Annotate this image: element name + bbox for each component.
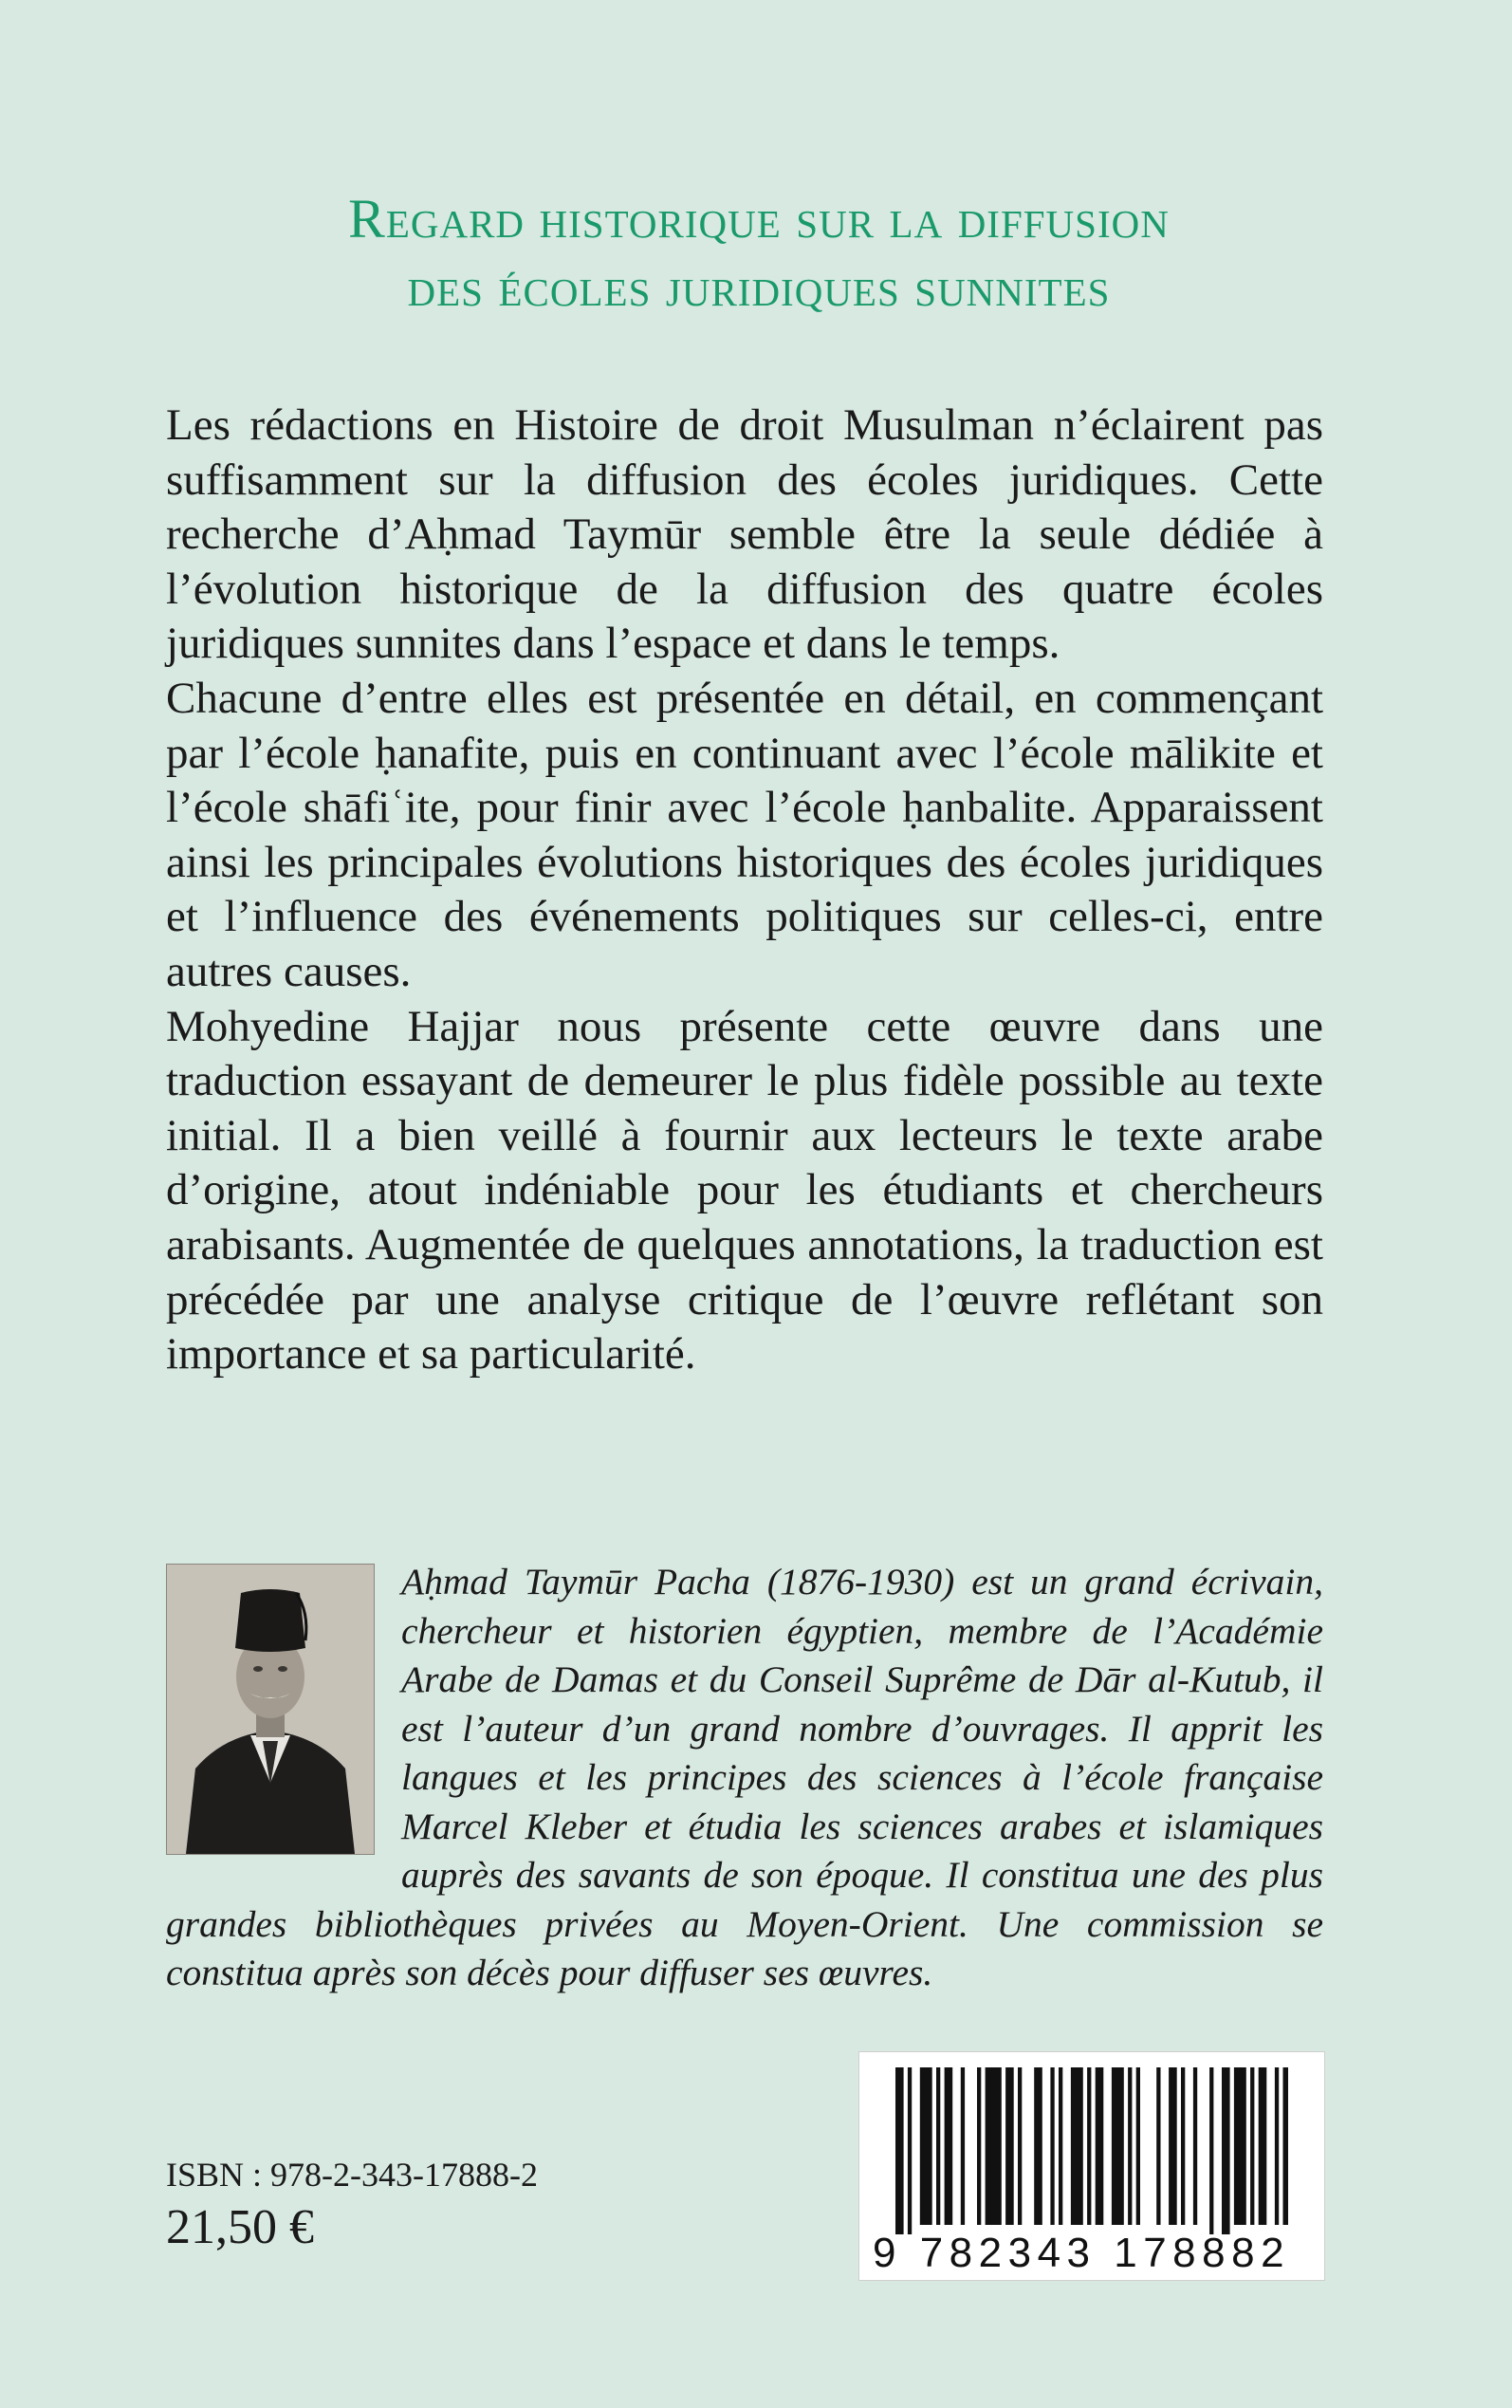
barcode-digits: 9 782343 178882 bbox=[873, 2230, 1291, 2276]
barcode-bar bbox=[977, 2067, 981, 2225]
author-biography bbox=[166, 1558, 1323, 1998]
barcode-bar bbox=[1112, 2067, 1124, 2225]
barcode-bar bbox=[1071, 2067, 1083, 2225]
barcode-bar bbox=[1222, 2067, 1230, 2234]
barcode-bar bbox=[1096, 2067, 1104, 2225]
summary-paragraph-3: Mohyedine Hajjar nous présente cette œuvre dans une traduction essayant de demeurer le plus fidèle possible au texte initial. Il a bien veillé à fournir aux lecteurs le texte arabe d’origine, atout indéniable pour les étudiants et chercheurs arabisants. Augmentée de quelques annotations, la traduction est précédée par une analyse critique de l’œuvre reflétant son importance et sa particularité. bbox=[166, 1001, 1323, 1380]
barcode-bar bbox=[1169, 2067, 1177, 2225]
barcode-bar bbox=[1005, 2067, 1014, 2225]
barcode-bar bbox=[1156, 2067, 1160, 2225]
barcode-bar bbox=[945, 2067, 953, 2225]
portrait-image bbox=[167, 1565, 374, 1854]
barcode-bar bbox=[1059, 2067, 1062, 2225]
summary-paragraph-2: Chacune d’entre elles est présentée en détail, en commençant par l’école ḥanafite, puis en continuant avec l’école mālikite et l’école shāfiʿite, pour finir avec l’école ḥanbalite. Apparaissent ainsi les principales évolutions historiques des écoles juridiques et l’influence des événements politiques sur celles-ci, entre autres causes. bbox=[166, 673, 1323, 996]
barcode-bar bbox=[1250, 2067, 1254, 2225]
book-title bbox=[190, 185, 1328, 322]
barcode-bar bbox=[1087, 2067, 1091, 2225]
barcode-bar bbox=[1018, 2067, 1022, 2225]
price: 21,50 € bbox=[166, 2200, 314, 2254]
author-bio-text: Aḥmad Taymūr Pacha (1876-1930) est un grand écrivain, chercheur et historien égyptien, membre de l’Académie Arabe de Damas et du Conseil Suprême de Dār al-Kutub, il est l’auteur d’un grand nombre d’ouvrages. Il apprit les langues et les principes des sciences à l’école française Marcel Kleber et étudia les sciences arabes et islamiques auprès des savants de son époque. Il constitua une des plus grandes bibliothèques privées au Moyen-Orient. Une commission se constitua après son décès pour diffuser ses œuvres. bbox=[166, 1561, 1323, 1993]
barcode-bar bbox=[1128, 2067, 1132, 2225]
barcode-bar bbox=[1193, 2067, 1197, 2225]
barcode-bar bbox=[1259, 2067, 1267, 2225]
author-portrait-photo bbox=[166, 1564, 375, 1855]
barcode-bar bbox=[1181, 2067, 1185, 2225]
barcode-bar bbox=[961, 2067, 965, 2225]
barcode-bar bbox=[1050, 2067, 1054, 2225]
isbn: ISBN : 978-2-343-17888-2 bbox=[166, 2156, 538, 2194]
barcode-bar bbox=[895, 2067, 904, 2234]
barcode-bar bbox=[920, 2067, 932, 2225]
barcode-bar bbox=[908, 2067, 912, 2234]
barcode-bars bbox=[895, 2067, 1288, 2234]
barcode-bar bbox=[1136, 2067, 1140, 2225]
barcode-bar bbox=[1034, 2067, 1042, 2225]
barcode-bar bbox=[936, 2067, 940, 2225]
barcode-bar bbox=[1209, 2067, 1213, 2234]
barcode-bar bbox=[986, 2067, 1002, 2225]
barcode-bar bbox=[1283, 2067, 1289, 2225]
book-title-line-1: Regard historique sur la diffusion bbox=[348, 188, 1170, 250]
book-title-line-2: des écoles juridiques sunnites bbox=[407, 256, 1111, 318]
barcode-bar bbox=[1234, 2067, 1246, 2225]
barcode-bar bbox=[1275, 2067, 1279, 2225]
barcode bbox=[858, 2051, 1325, 2281]
summary-text bbox=[166, 398, 1323, 1382]
summary-paragraph-1: Les rédactions en Histoire de droit Musulman n’éclairent pas suffisamment sur la diffusion des écoles juridiques. Cette recherche d’Aḥmad Taymūr semble être la seule dédiée à l’évolution historique de la diffusion des quatre écoles juridiques sunnites dans l’espace et dans le temps. bbox=[166, 400, 1323, 669]
